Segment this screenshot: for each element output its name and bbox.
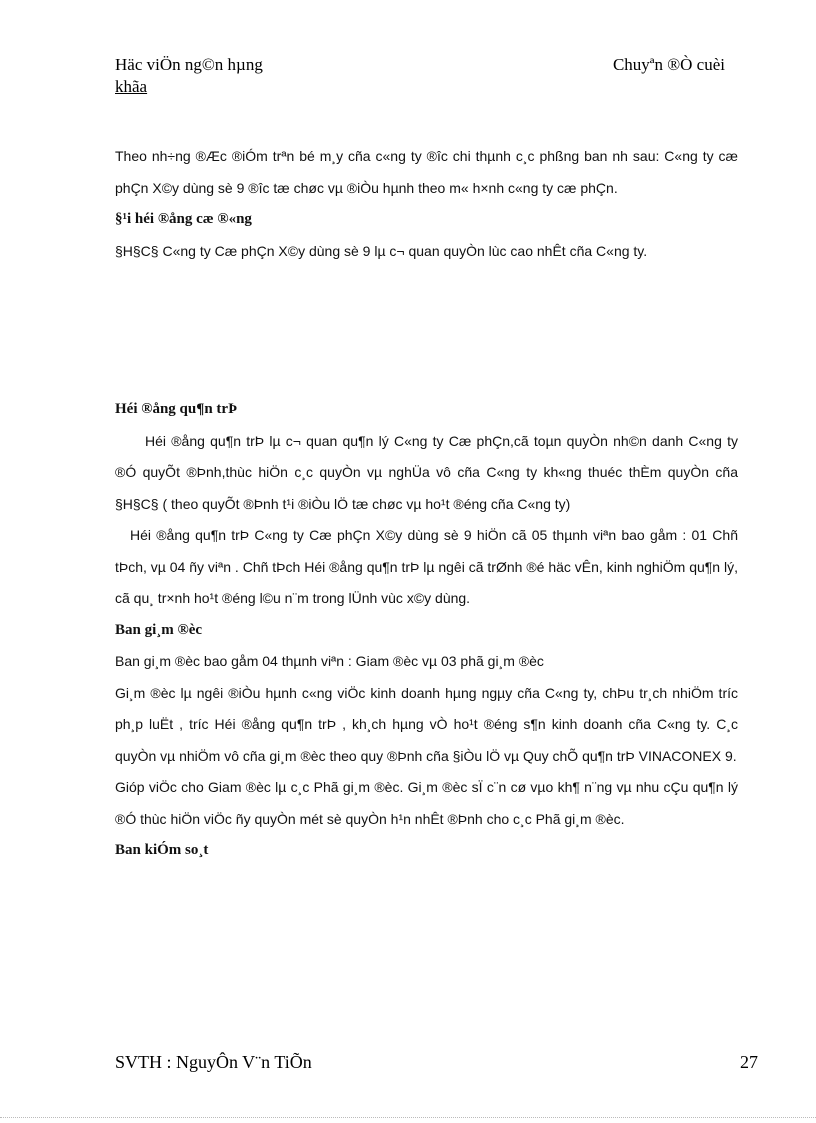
page-number: 27 [740,1052,758,1072]
section-heading-supervisory: Ban kiÓm so¸t [115,842,209,858]
directors-paragraph-1: Ban gi¸m ®èc bao gåm 04 thµnh viªn : Giam ®èc vµ 03 phã gi¸m ®èc [115,653,544,669]
intro-paragraph: Theo nh÷ng ®Æc ®iÓm trªn bé m¸y cña c«ng ty ®îc chi thµnh c¸c phßng ban nh sau: C«ng ty cæ phÇn X©y dùng sè 9 ®îc tæ chøc vµ ®iÒu hµnh theo m« h×nh c«ng ty cæ phÇn. [115,148,738,196]
directors-paragraph-3: Gióp viÖc cho Giam ®èc lµ c¸c Phã gi¸m ®èc. Gi¸m ®èc sÏ c¨n cø vµo kh¶ n¨ng vµ nhu cÇu qu¶n lý ®Ó thùc hiÖn viÖc ñy quyÒn mét sè quyÒn h¹n nhÊt ®Þnh cho c¸c Phã gi¸m ®èc. [115,779,738,827]
board-paragraph-1: Héi ®ång qu¶n trÞ lµ c¬ quan qu¶n lý C«ng ty Cæ phÇn,cã toµn quyÒn nh©n danh C«ng ty ®Ó quyÕt ®Þnh,thùc hiÖn c¸c quyÒn vµ nghÜa vô cña C«ng ty kh«ng thuéc thÈm quyÒn cña §H§C§ ( theo quyÕt ®Þnh t¹i ®iÒu lÖ tæ chøc vµ ho¹t ®éng cña C«ng ty) [115,432,738,512]
shareholders-paragraph: §H§C§ C«ng ty Cæ phÇn X©y dùng sè 9 lµ c¬ quan quyÒn lùc cao nhÊt cña C«ng ty. [115,242,648,259]
header-institution: Häc viÖn ng©n hµng [115,55,263,74]
header-continuation: khãa [115,77,148,96]
directors-paragraph-2: Gi¸m ®èc lµ ngêi ®iÒu hµnh c«ng viÖc kinh doanh hµng ngµy cña C«ng ty, chÞu tr¸ch nhiÖm tríc ph¸p luËt , tríc Héi ®ång qu¶n trÞ , kh¸ch hµng vÒ ho¹t ®éng s¶n kinh doanh cña C«ng ty. C¸c quyÒn vµ nhiÖm vô cña gi¸m ®èc theo quy ®Þnh cña §iÒu lÖ vµ Quy chÕ qu¶n trÞ VINACONEX 9. [115,684,738,764]
board-paragraph-2: Héi ®ång qu¶n trÞ C«ng ty Cæ phÇn X©y dùng sè 9 hiÖn cã 05 thµnh viªn bao gåm : 01 Chñ tÞch, vµ 04 ñy viªn . Chñ tÞch Héi ®ång qu¶n trÞ lµ ngêi cã trØnh ®é häc vÊn, kinh nghiÖm qu¶n lý, cã qu¸ tr×nh ho¹t ®éng l©u n¨m trong lÜnh vùc x©y dùng. [115,527,738,606]
footer-author: SVTH : NguyÔn V¨n TiÕn [115,1052,312,1072]
section-heading-directors: Ban gi¸m ®èc [115,621,203,638]
section-heading-shareholders: §¹i héi ®ång cæ ®«ng [115,211,252,227]
section-heading-board: Héi ®ång qu¶n trÞ [115,401,238,417]
header-title: Chuyªn ®Ò cuèi [612,55,725,74]
page-bottom-border [0,1117,816,1118]
body-block-upper [115,141,738,267]
body-block-lower [115,394,738,867]
running-header [115,54,725,76]
